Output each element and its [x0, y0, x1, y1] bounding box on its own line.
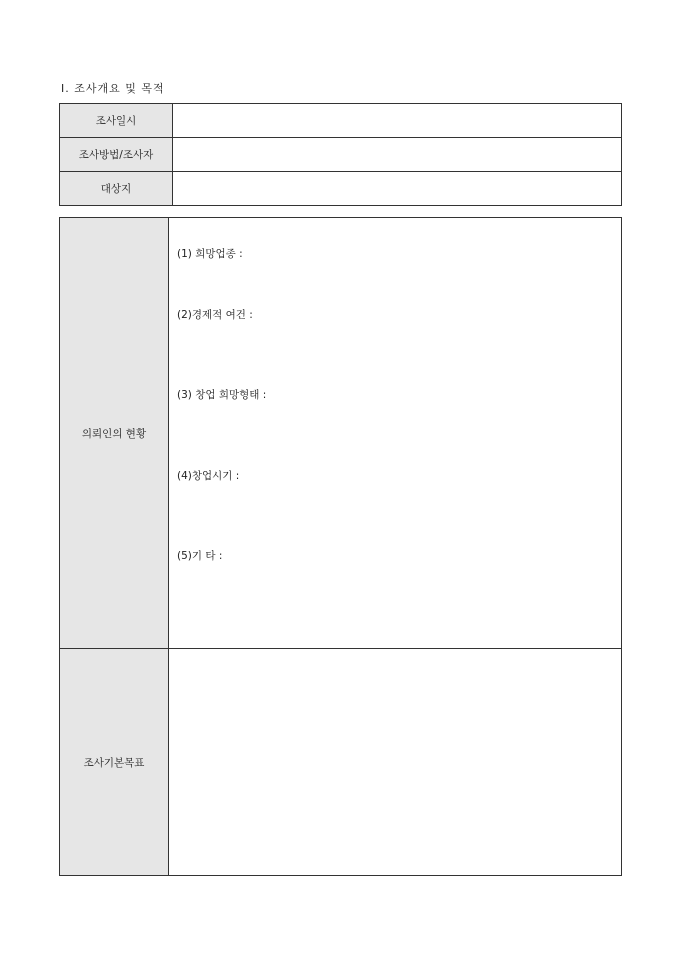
target-site-label: 대상지 [60, 172, 173, 206]
survey-method-value[interactable] [173, 138, 622, 172]
basic-goal-body[interactable] [169, 649, 622, 876]
section-title: Ⅰ. 조사개요 및 목적 [61, 82, 165, 95]
table-row [60, 138, 622, 172]
basic-goal-label: 조사기본목표 [60, 649, 169, 876]
other-item: (5)기 타 : [177, 550, 223, 562]
overview-table [59, 103, 622, 206]
details-table [59, 217, 622, 876]
target-site-value[interactable] [173, 172, 622, 206]
startup-type-item: (3) 창업 희망형태 : [177, 389, 267, 401]
client-status-body[interactable] [169, 218, 622, 649]
survey-method-label: 조사방법/조사자 [60, 138, 173, 172]
table-row [60, 172, 622, 206]
startup-timing-item: (4)창업시기 : [177, 470, 240, 482]
desired-business-item: (1) 희망업종 : [177, 248, 243, 260]
client-status-label: 의뢰인의 현황 [60, 218, 169, 649]
survey-date-label: 조사일시 [60, 104, 173, 138]
survey-date-value[interactable] [173, 104, 622, 138]
table-row [60, 218, 622, 649]
financial-condition-item: (2)경제적 여건 : [177, 309, 253, 321]
table-row [60, 104, 622, 138]
table-row [60, 649, 622, 876]
